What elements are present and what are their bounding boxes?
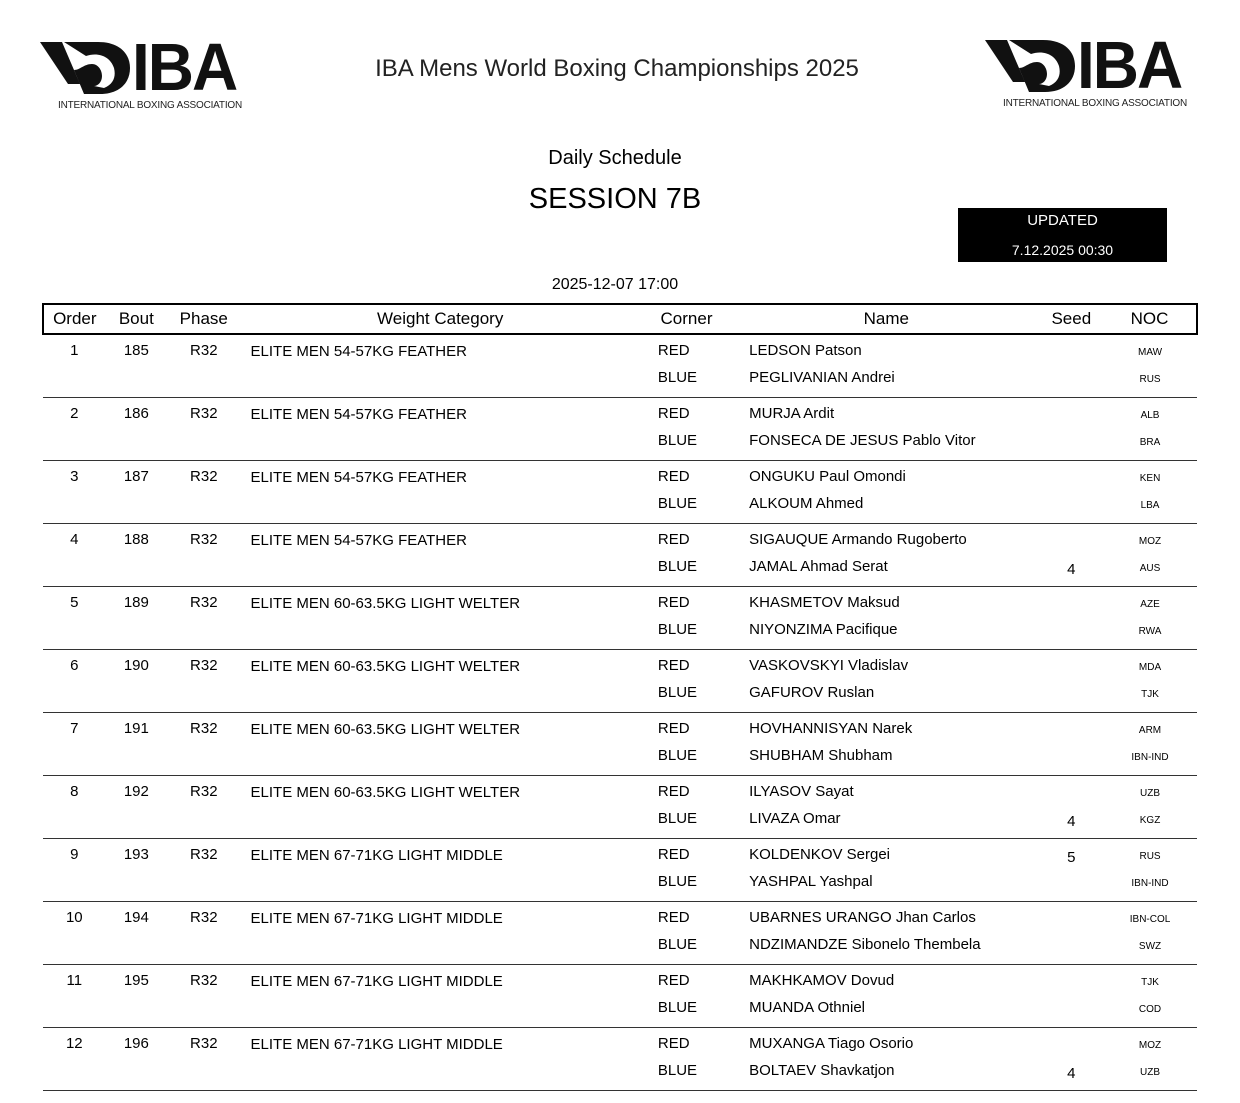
order-cell bbox=[43, 461, 106, 524]
order-cell bbox=[43, 839, 106, 902]
bout-value: 189 bbox=[123, 594, 149, 611]
blue-noc: COD bbox=[1138, 1004, 1162, 1015]
table-row bbox=[43, 965, 1197, 1028]
corner-cell bbox=[640, 650, 733, 713]
updated-label: UPDATED bbox=[1027, 212, 1098, 229]
order-cell bbox=[43, 650, 106, 713]
red-corner-label: RED bbox=[657, 405, 690, 422]
session-title: SESSION 7B bbox=[528, 183, 702, 215]
blue-corner-label: BLUE bbox=[657, 495, 698, 512]
table-row bbox=[43, 839, 1197, 902]
blue-noc: TJK bbox=[1141, 689, 1159, 700]
phase-cell bbox=[167, 965, 240, 1028]
seed-cell bbox=[1040, 587, 1104, 650]
corner-cell bbox=[640, 461, 733, 524]
phase-cell bbox=[167, 524, 240, 587]
weight-category-value: ELITE MEN 54-57KG FEATHER bbox=[250, 406, 467, 423]
seed-cell bbox=[1040, 524, 1104, 587]
blue-noc: RUS bbox=[1139, 374, 1161, 385]
weight-category-value: ELITE MEN 54-57KG FEATHER bbox=[250, 343, 467, 360]
noc-cell bbox=[1103, 587, 1197, 650]
blue-boxer-name: MUANDA Othniel bbox=[749, 999, 865, 1016]
bout-cell bbox=[106, 1028, 167, 1091]
document-subtitle: Daily Schedule bbox=[548, 147, 682, 169]
blue-corner-label: BLUE bbox=[657, 936, 698, 953]
red-corner-label: RED bbox=[657, 783, 690, 800]
col-header-order: Order bbox=[43, 304, 106, 334]
red-corner-label: RED bbox=[657, 342, 690, 359]
red-noc: AZE bbox=[1140, 599, 1160, 610]
corner-cell bbox=[640, 839, 733, 902]
blue-corner-label: BLUE bbox=[657, 369, 698, 386]
red-boxer-name: KOLDENKOV Sergei bbox=[749, 846, 891, 863]
bout-cell bbox=[106, 524, 167, 587]
logo-subtitle: INTERNATIONAL BOXING ASSOCIATION bbox=[1003, 98, 1188, 109]
noc-cell bbox=[1103, 839, 1197, 902]
name-cell bbox=[733, 524, 1039, 587]
name-cell bbox=[733, 902, 1039, 965]
seed-cell bbox=[1040, 902, 1104, 965]
phase-cell bbox=[167, 776, 240, 839]
bout-cell bbox=[106, 398, 167, 461]
bout-cell bbox=[106, 334, 167, 398]
red-corner-label: RED bbox=[657, 468, 690, 485]
col-header-phase: Phase bbox=[167, 304, 240, 334]
corner-cell bbox=[640, 398, 733, 461]
blue-boxer-name: LIVAZA Omar bbox=[749, 810, 841, 827]
weight-category-value: ELITE MEN 60-63.5KG LIGHT WELTER bbox=[250, 595, 521, 612]
table-row bbox=[43, 713, 1197, 776]
red-boxer-name: MURJA Ardit bbox=[749, 405, 835, 422]
order-value: 7 bbox=[70, 720, 79, 737]
red-seed: 5 bbox=[1067, 849, 1076, 866]
seed-cell bbox=[1040, 839, 1104, 902]
table-row bbox=[43, 1028, 1197, 1091]
bout-cell bbox=[106, 461, 167, 524]
weight-category-value: ELITE MEN 67-71KG LIGHT MIDDLE bbox=[250, 973, 503, 990]
red-noc: MOZ bbox=[1138, 536, 1162, 547]
name-cell bbox=[733, 965, 1039, 1028]
weight-category-cell bbox=[241, 524, 640, 587]
name-cell bbox=[733, 650, 1039, 713]
phase-cell bbox=[167, 713, 240, 776]
order-value: 1 bbox=[70, 342, 79, 359]
red-corner-label: RED bbox=[657, 972, 690, 989]
bout-cell bbox=[106, 776, 167, 839]
name-cell bbox=[733, 776, 1039, 839]
noc-cell bbox=[1103, 902, 1197, 965]
blue-seed: 4 bbox=[1067, 813, 1076, 830]
noc-cell bbox=[1103, 461, 1197, 524]
name-cell bbox=[733, 587, 1039, 650]
bout-value: 191 bbox=[123, 720, 149, 737]
blue-noc: IBN-IND bbox=[1131, 752, 1169, 763]
weight-category-cell bbox=[241, 650, 640, 713]
blue-corner-label: BLUE bbox=[657, 810, 698, 827]
logo-letters: IBA bbox=[1077, 27, 1182, 103]
updated-badge bbox=[958, 208, 1167, 262]
name-cell bbox=[733, 461, 1039, 524]
table-row bbox=[43, 334, 1197, 398]
seed-cell bbox=[1040, 1028, 1104, 1091]
weight-category-value: ELITE MEN 60-63.5KG LIGHT WELTER bbox=[250, 784, 521, 801]
blue-seed: 4 bbox=[1067, 561, 1076, 578]
red-boxer-name: ONGUKU Paul Omondi bbox=[749, 468, 906, 485]
red-corner-label: RED bbox=[657, 594, 690, 611]
red-noc: MOZ bbox=[1138, 1040, 1162, 1051]
phase-cell bbox=[167, 461, 240, 524]
weight-category-value: ELITE MEN 60-63.5KG LIGHT WELTER bbox=[250, 658, 521, 675]
noc-cell bbox=[1103, 965, 1197, 1028]
bout-cell bbox=[106, 587, 167, 650]
schedule-body bbox=[43, 334, 1197, 1091]
seed-cell bbox=[1040, 461, 1104, 524]
blue-boxer-name: BOLTAEV Shavkatjon bbox=[749, 1062, 895, 1079]
blue-noc: BRA bbox=[1139, 437, 1161, 448]
name-cell bbox=[733, 839, 1039, 902]
seed-cell bbox=[1040, 334, 1104, 398]
red-noc: KEN bbox=[1139, 473, 1161, 484]
phase-value: R32 bbox=[190, 1035, 218, 1052]
seed-cell bbox=[1040, 650, 1104, 713]
phase-cell bbox=[167, 1028, 240, 1091]
corner-cell bbox=[640, 587, 733, 650]
order-cell bbox=[43, 713, 106, 776]
order-value: 11 bbox=[66, 972, 83, 989]
red-boxer-name: KHASMETOV Maksud bbox=[749, 594, 900, 611]
blue-noc: AUS bbox=[1139, 563, 1161, 574]
corner-cell bbox=[640, 524, 733, 587]
phase-cell bbox=[167, 334, 240, 398]
phase-cell bbox=[167, 587, 240, 650]
bout-value: 187 bbox=[123, 468, 149, 485]
blue-corner-label: BLUE bbox=[657, 558, 698, 575]
logo-letters: IBA bbox=[132, 29, 237, 105]
phase-value: R32 bbox=[190, 531, 218, 548]
bout-value: 186 bbox=[123, 405, 149, 422]
red-noc: RUS bbox=[1139, 851, 1161, 862]
seed-cell bbox=[1040, 713, 1104, 776]
order-cell bbox=[43, 334, 106, 398]
bout-value: 192 bbox=[123, 783, 149, 800]
bout-value: 190 bbox=[123, 657, 149, 674]
order-cell bbox=[43, 902, 106, 965]
bout-cell bbox=[106, 650, 167, 713]
phase-value: R32 bbox=[190, 909, 218, 926]
weight-category-value: ELITE MEN 67-71KG LIGHT MIDDLE bbox=[250, 910, 503, 927]
corner-cell bbox=[640, 965, 733, 1028]
order-value: 2 bbox=[70, 405, 79, 422]
red-corner-label: RED bbox=[657, 531, 690, 548]
seed-cell bbox=[1040, 776, 1104, 839]
noc-cell bbox=[1103, 650, 1197, 713]
name-cell bbox=[733, 398, 1039, 461]
red-boxer-name: MUXANGA Tiago Osorio bbox=[749, 1035, 914, 1052]
bout-cell bbox=[106, 713, 167, 776]
bout-cell bbox=[106, 839, 167, 902]
phase-value: R32 bbox=[190, 783, 218, 800]
weight-category-value: ELITE MEN 54-57KG FEATHER bbox=[250, 532, 467, 549]
order-value: 8 bbox=[70, 783, 79, 800]
weight-category-cell bbox=[241, 461, 640, 524]
weight-category-cell bbox=[241, 1028, 640, 1091]
blue-boxer-name: SHUBHAM Shubham bbox=[749, 747, 893, 764]
blue-noc: LBA bbox=[1140, 500, 1160, 511]
blue-noc: IBN-IND bbox=[1131, 878, 1169, 889]
red-noc: ALB bbox=[1140, 410, 1160, 421]
phase-cell bbox=[167, 839, 240, 902]
bout-value: 195 bbox=[123, 972, 149, 989]
bout-value: 193 bbox=[123, 846, 149, 863]
weight-category-value: ELITE MEN 67-71KG LIGHT MIDDLE bbox=[250, 847, 503, 864]
order-value: 12 bbox=[65, 1035, 83, 1052]
updated-timestamp: 7.12.2025 00:30 bbox=[1011, 242, 1114, 258]
order-cell bbox=[43, 965, 106, 1028]
order-cell bbox=[43, 524, 106, 587]
weight-category-cell bbox=[241, 965, 640, 1028]
col-header-seed: Seed bbox=[1040, 304, 1104, 334]
table-row bbox=[43, 650, 1197, 713]
corner-cell bbox=[640, 1028, 733, 1091]
event-title: IBA Mens World Boxing Championships 2025 bbox=[375, 55, 859, 82]
name-cell bbox=[733, 1028, 1039, 1091]
col-header-bout: Bout bbox=[106, 304, 167, 334]
session-datetime: 2025-12-07 17:00 bbox=[551, 276, 679, 293]
bout-cell bbox=[106, 902, 167, 965]
blue-corner-label: BLUE bbox=[657, 999, 698, 1016]
weight-category-cell bbox=[241, 587, 640, 650]
blue-noc: RWA bbox=[1138, 626, 1162, 637]
blue-noc: KGZ bbox=[1139, 815, 1161, 826]
col-header-corner: Corner bbox=[640, 304, 733, 334]
red-noc: UZB bbox=[1140, 788, 1161, 799]
name-cell bbox=[733, 334, 1039, 398]
bout-value: 185 bbox=[123, 342, 149, 359]
blue-corner-label: BLUE bbox=[657, 621, 698, 638]
order-value: 3 bbox=[70, 468, 79, 485]
table-row bbox=[43, 398, 1197, 461]
phase-cell bbox=[167, 650, 240, 713]
red-noc: MDA bbox=[1138, 662, 1162, 673]
corner-cell bbox=[640, 713, 733, 776]
red-boxer-name: HOVHANNISYAN Narek bbox=[749, 720, 913, 737]
noc-cell bbox=[1103, 334, 1197, 398]
blue-boxer-name: ALKOUM Ahmed bbox=[749, 495, 864, 512]
blue-noc: UZB bbox=[1140, 1067, 1161, 1078]
red-noc: MAW bbox=[1137, 347, 1163, 358]
table-header-row bbox=[43, 304, 1197, 334]
weight-category-value: ELITE MEN 54-57KG FEATHER bbox=[250, 469, 467, 486]
phase-value: R32 bbox=[190, 720, 218, 737]
noc-cell bbox=[1103, 713, 1197, 776]
order-cell bbox=[43, 1028, 106, 1091]
order-value: 9 bbox=[70, 846, 79, 863]
seed-cell bbox=[1040, 398, 1104, 461]
phase-value: R32 bbox=[190, 468, 218, 485]
weight-category-cell bbox=[241, 839, 640, 902]
weight-category-cell bbox=[241, 713, 640, 776]
phase-value: R32 bbox=[190, 657, 218, 674]
red-boxer-name: LEDSON Patson bbox=[749, 342, 862, 359]
red-boxer-name: UBARNES URANGO Jhan Carlos bbox=[749, 909, 976, 926]
blue-boxer-name: JAMAL Ahmad Serat bbox=[749, 558, 888, 575]
blue-boxer-name: NDZIMANDZE Sibonelo Thembela bbox=[749, 936, 981, 953]
blue-boxer-name: PEGLIVANIAN Andrei bbox=[749, 369, 895, 386]
blue-noc: SWZ bbox=[1138, 941, 1162, 952]
order-cell bbox=[43, 587, 106, 650]
order-cell bbox=[43, 776, 106, 839]
red-boxer-name: MAKHKAMOV Dovud bbox=[749, 972, 895, 989]
blue-corner-label: BLUE bbox=[657, 873, 698, 890]
weight-category-value: ELITE MEN 60-63.5KG LIGHT WELTER bbox=[250, 721, 521, 738]
col-header-noc: NOC bbox=[1103, 304, 1197, 334]
blue-boxer-name: NIYONZIMA Pacifique bbox=[749, 621, 898, 638]
corner-cell bbox=[640, 902, 733, 965]
table-row bbox=[43, 587, 1197, 650]
red-corner-label: RED bbox=[657, 657, 690, 674]
weight-category-cell bbox=[241, 776, 640, 839]
red-noc: TJK bbox=[1141, 977, 1159, 988]
col-header-weight-category: Weight Category bbox=[241, 304, 640, 334]
blue-boxer-name: GAFUROV Ruslan bbox=[749, 684, 875, 701]
red-noc: ARM bbox=[1138, 725, 1162, 736]
noc-cell bbox=[1103, 776, 1197, 839]
bout-value: 188 bbox=[123, 531, 149, 548]
bout-value: 196 bbox=[123, 1035, 149, 1052]
seed-cell bbox=[1040, 965, 1104, 1028]
weight-category-value: ELITE MEN 67-71KG LIGHT MIDDLE bbox=[250, 1036, 503, 1053]
table-row bbox=[43, 461, 1197, 524]
order-cell bbox=[43, 398, 106, 461]
phase-value: R32 bbox=[190, 405, 218, 422]
table-row bbox=[43, 902, 1197, 965]
blue-boxer-name: YASHPAL Yashpal bbox=[749, 873, 873, 890]
noc-cell bbox=[1103, 1028, 1197, 1091]
red-corner-label: RED bbox=[657, 720, 690, 737]
weight-category-cell bbox=[241, 334, 640, 398]
bout-cell bbox=[106, 965, 167, 1028]
red-corner-label: RED bbox=[657, 1035, 690, 1052]
noc-cell bbox=[1103, 524, 1197, 587]
table-row bbox=[43, 524, 1197, 587]
phase-cell bbox=[167, 902, 240, 965]
phase-value: R32 bbox=[190, 846, 218, 863]
bout-value: 194 bbox=[123, 909, 149, 926]
red-corner-label: RED bbox=[657, 846, 690, 863]
order-value: 10 bbox=[65, 909, 83, 926]
phase-cell bbox=[167, 398, 240, 461]
order-value: 5 bbox=[70, 594, 79, 611]
table-row bbox=[43, 776, 1197, 839]
blue-corner-label: BLUE bbox=[657, 432, 698, 449]
blue-corner-label: BLUE bbox=[657, 747, 698, 764]
corner-cell bbox=[640, 334, 733, 398]
blue-corner-label: BLUE bbox=[657, 684, 698, 701]
corner-cell bbox=[640, 776, 733, 839]
noc-cell bbox=[1103, 398, 1197, 461]
order-value: 6 bbox=[70, 657, 79, 674]
red-boxer-name: VASKOVSKYI Vladislav bbox=[749, 657, 909, 674]
order-value: 4 bbox=[70, 531, 79, 548]
name-cell bbox=[733, 713, 1039, 776]
red-corner-label: RED bbox=[657, 909, 690, 926]
schedule-table bbox=[42, 303, 1198, 1091]
red-noc: IBN-COL bbox=[1129, 914, 1171, 925]
red-boxer-name: ILYASOV Sayat bbox=[749, 783, 854, 800]
phase-value: R32 bbox=[190, 972, 218, 989]
red-boxer-name: SIGAUQUE Armando Rugoberto bbox=[749, 531, 967, 548]
weight-category-cell bbox=[241, 902, 640, 965]
logo-subtitle: INTERNATIONAL BOXING ASSOCIATION bbox=[58, 100, 243, 111]
blue-boxer-name: FONSECA DE JESUS Pablo Vitor bbox=[749, 432, 976, 449]
phase-value: R32 bbox=[190, 594, 218, 611]
col-header-name: Name bbox=[733, 304, 1039, 334]
weight-category-cell bbox=[241, 398, 640, 461]
blue-corner-label: BLUE bbox=[657, 1062, 698, 1079]
phase-value: R32 bbox=[190, 342, 218, 359]
blue-seed: 4 bbox=[1067, 1065, 1076, 1082]
